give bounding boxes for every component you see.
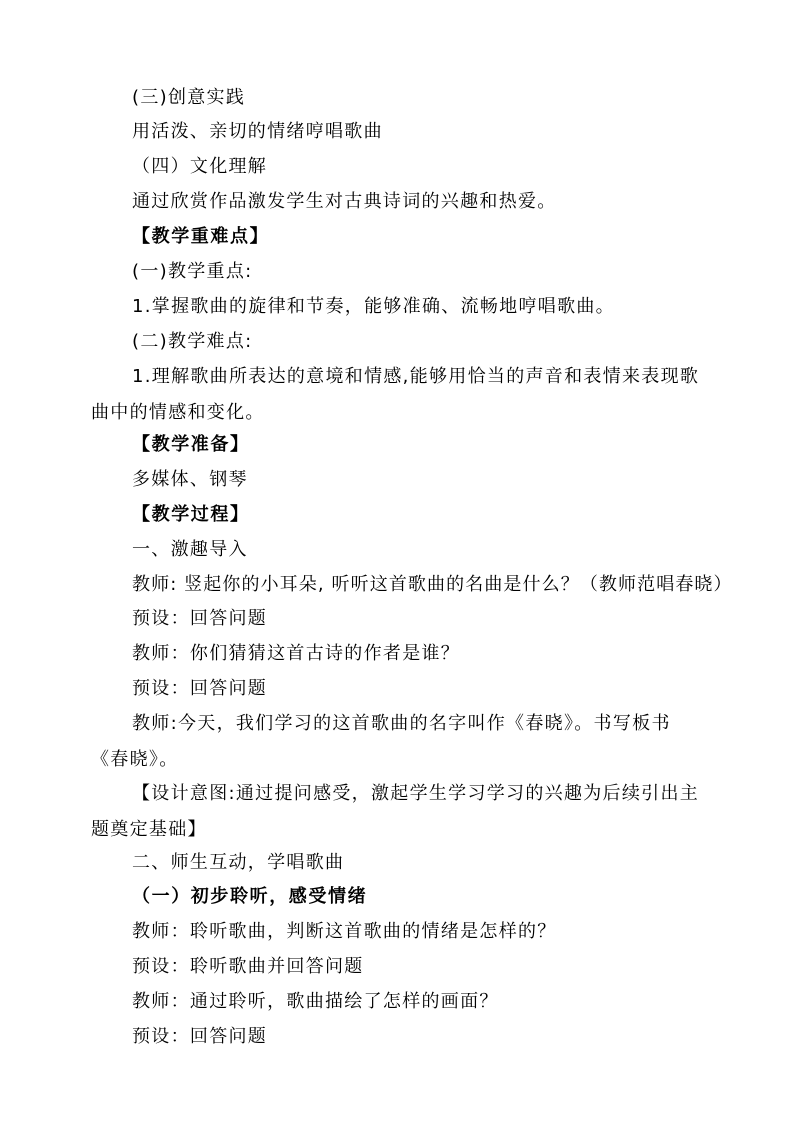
heading-key-difficult-points: 【教学重难点】 <box>132 226 270 247</box>
section-title-cultural-understanding: （四）文化理解 <box>132 156 268 177</box>
dialogue-line: 教师: 竖起你的小耳朵, 听听这首歌曲的名曲是什么？（教师范唱春晓） <box>132 574 733 595</box>
paragraph-text: 多媒体、钢琴 <box>132 469 248 490</box>
subheading-key-points: (一)教学重点: <box>132 261 253 282</box>
paragraph-text: 1.掌握歌曲的旋律和节奏，能够准确、流畅地哼唱歌曲。 <box>132 296 615 317</box>
dialogue-wrapped: 教师:今天，我们学习的这首歌曲的名字叫作《春晓》。书写板书《春晓》。 <box>91 713 671 770</box>
dialogue-line: 预设：聆听歌曲并回答问题 <box>132 956 364 977</box>
paragraph-wrapped: 1.理解歌曲所表达的意境和情感,能够用恰当的声音和表情来表现歌曲中的情感和变化。 <box>91 366 700 423</box>
dialogue-line: 教师：通过聆听，歌曲描绘了怎样的画面？ <box>132 991 499 1012</box>
section-title-creative-practice: (三)创意实践 <box>132 87 246 108</box>
dialogue-line: 预设：回答问题 <box>132 678 268 699</box>
heading-teaching-process: 【教学过程】 <box>132 504 250 525</box>
step-title-interaction: 二、师生互动，学唱歌曲 <box>132 852 345 873</box>
dialogue-line: 预设：回答问题 <box>132 1026 268 1047</box>
paragraph-text: 通过欣赏作品激发学生对古典诗词的兴趣和热爱。 <box>132 191 557 212</box>
subheading-difficult-points: (二)教学难点: <box>132 331 253 352</box>
step-title-introduction: 一、激趣导入 <box>132 539 248 560</box>
dialogue-line: 教师：聆听歌曲，判断这首歌曲的情绪是怎样的？ <box>132 921 557 942</box>
subheading-initial-listening: （一）初步聆听，感受情绪 <box>132 886 368 907</box>
design-intent-note: 【设计意图:通过提问感受，激起学生学习学习的兴趣为后续引出主题奠定基础】 <box>91 783 700 840</box>
heading-teaching-preparation: 【教学准备】 <box>132 434 250 455</box>
dialogue-line: 预设：回答问题 <box>132 608 268 629</box>
paragraph-text: 用活泼、亲切的情绪哼唱歌曲 <box>132 121 383 142</box>
dialogue-line: 教师：你们猜猜这首古诗的作者是谁？ <box>132 643 461 664</box>
